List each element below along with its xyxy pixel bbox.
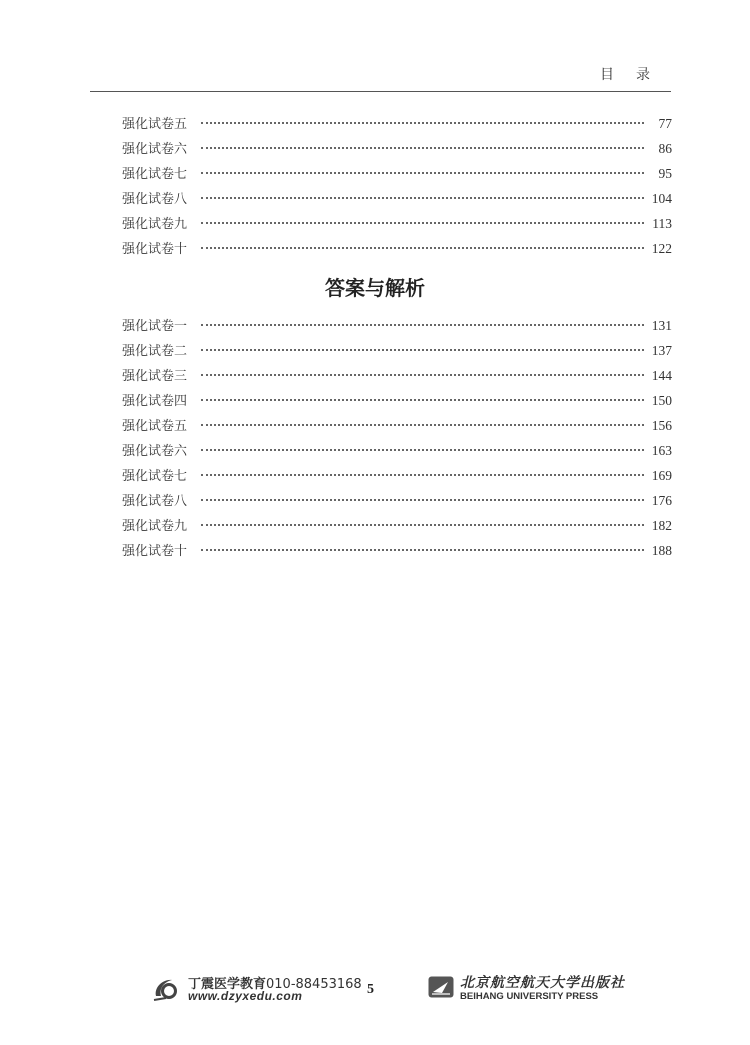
toc-dot-leader: [201, 374, 644, 376]
toc-entry-label: 强化试卷八: [122, 494, 188, 509]
left-brand-url: www.dzyxedu.com: [188, 989, 303, 1003]
toc-entry-label: 强化试卷五: [122, 117, 188, 132]
press-logo-icon: [428, 976, 454, 998]
toc-entry-label: 强化试卷九: [122, 519, 188, 534]
toc-entry-label: 强化试卷六: [122, 142, 188, 157]
right-brand-cn: 北京航空航天大学出版社: [460, 975, 625, 991]
toc-entry-page: 150: [651, 393, 672, 408]
toc-entry-label: 强化试卷一: [122, 319, 188, 334]
toc-entry-page: 113: [652, 216, 672, 231]
toc-dot-leader: [201, 172, 644, 174]
toc-entry-label: 强化试卷十: [122, 544, 188, 559]
toc-entry[interactable]: [122, 515, 672, 540]
toc-list-answers: [122, 315, 672, 565]
toc-entry[interactable]: [122, 540, 672, 565]
toc-entry-page: 182: [651, 518, 672, 533]
toc-entry-label: 强化试卷七: [122, 167, 188, 182]
toc-dot-leader: [201, 499, 644, 501]
toc-dot-leader: [201, 349, 644, 351]
toc-entry-page: 188: [651, 543, 672, 558]
toc-entry[interactable]: [122, 465, 672, 490]
toc-dot-leader: [201, 222, 644, 224]
toc-entry-label: 强化试卷六: [122, 444, 188, 459]
toc-entry[interactable]: [122, 315, 672, 340]
toc-entry[interactable]: [122, 138, 672, 163]
toc-dot-leader: [201, 474, 644, 476]
toc-entry-page: 86: [658, 141, 672, 156]
toc-dot-leader: [201, 399, 644, 401]
toc-entry[interactable]: [122, 238, 672, 263]
toc-list-exams: [122, 113, 672, 263]
toc-entry[interactable]: [122, 113, 672, 138]
toc-dot-leader: [201, 524, 644, 526]
toc-entry-label: 强化试卷七: [122, 469, 188, 484]
toc-entry[interactable]: [122, 213, 672, 238]
publisher-logo-right: [428, 972, 628, 1006]
toc-dot-leader: [201, 549, 644, 551]
toc-entry-page: 95: [658, 166, 672, 181]
publisher-logo-left: [152, 972, 362, 1006]
toc-dot-leader: [201, 122, 644, 124]
toc-entry[interactable]: [122, 390, 672, 415]
toc-entry[interactable]: [122, 440, 672, 465]
toc-entry-label: 强化试卷八: [122, 192, 188, 207]
toc-entry-page: 104: [651, 191, 672, 206]
toc-entry-page: 163: [651, 443, 672, 458]
toc-dot-leader: [201, 424, 644, 426]
toc-entry-page: 77: [658, 116, 672, 131]
header-rule: [90, 91, 671, 92]
toc-entry-page: 176: [651, 493, 672, 508]
right-brand-en: BEIHANG UNIVERSITY PRESS: [460, 991, 599, 1002]
toc-entry[interactable]: [122, 163, 672, 188]
toc-entry-page: 122: [651, 241, 672, 256]
section-heading: 答案与解析: [325, 276, 425, 300]
toc-dot-leader: [201, 247, 644, 249]
toc-dot-leader: [201, 147, 644, 149]
toc-entry[interactable]: [122, 188, 672, 213]
left-brand-name: 丁震医学教育: [188, 977, 267, 992]
dz-logo-icon: [152, 976, 180, 1002]
toc-entry-label: 强化试卷三: [122, 369, 188, 384]
toc-entry[interactable]: [122, 490, 672, 515]
toc-entry-label: 强化试卷十: [122, 242, 188, 257]
page-footer: [0, 970, 750, 1010]
toc-entry[interactable]: [122, 415, 672, 440]
header-title: 目录: [600, 67, 672, 83]
toc-entry[interactable]: [122, 365, 672, 390]
toc-entry-label: 强化试卷二: [122, 344, 188, 359]
toc-entry-label: 强化试卷四: [122, 394, 188, 409]
page-number: 5: [367, 982, 374, 997]
toc-dot-leader: [201, 197, 644, 199]
toc-entry-page: 169: [651, 468, 672, 483]
toc-entry-page: 137: [651, 343, 672, 358]
toc-entry-page: 156: [651, 418, 672, 433]
toc-entry-page: 131: [651, 318, 672, 333]
toc-dot-leader: [201, 449, 644, 451]
toc-entry-page: 144: [651, 368, 672, 383]
toc-entry-label: 强化试卷九: [122, 217, 188, 232]
left-brand-phone: 010-88453168: [266, 977, 362, 992]
toc-dot-leader: [201, 324, 644, 326]
toc-entry-label: 强化试卷五: [122, 419, 188, 434]
toc-entry[interactable]: [122, 340, 672, 365]
